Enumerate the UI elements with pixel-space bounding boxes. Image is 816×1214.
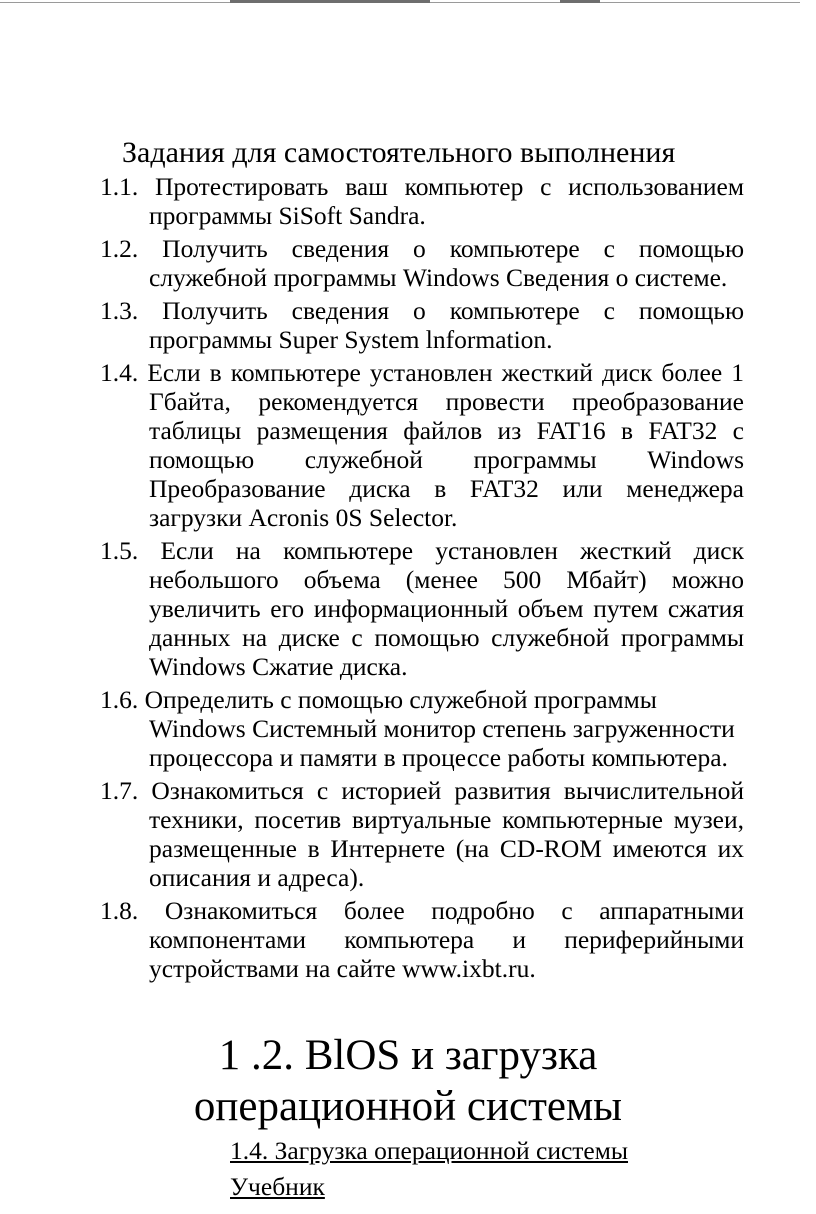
task-number: 1.6. <box>100 685 139 714</box>
chapter-title-line2: операционной системы <box>193 1083 623 1130</box>
task-item <box>100 358 744 532</box>
task-item <box>100 685 744 772</box>
task-item <box>100 536 744 681</box>
task-text: Ознакомиться с историей развития вычислительной техники, посетив виртуальные компьютерные музеи, размещенные в Интернете (на CD-ROM имеются их описания и адреса). <box>149 776 744 892</box>
task-list <box>100 172 744 987</box>
task-text: Получить сведения о компьютере с помощью служебной программы Windows Сведения о системе. <box>149 234 745 292</box>
task-number: 1.4. <box>100 358 139 387</box>
top-rule-segment <box>230 0 430 3</box>
task-item <box>100 776 744 892</box>
task-text: Ознакомиться более подробно с аппаратными компонентами компьютера и периферийными устройствами на сайте www.ixbt.ru. <box>149 896 744 983</box>
subsection-link[interactable]: 1.4. Загрузка операционной системы <box>230 1136 629 1165</box>
chapter-title <box>0 1030 816 1132</box>
task-number: 1.2. <box>100 234 139 263</box>
task-number: 1.7. <box>100 776 139 805</box>
chapter-title-line1: 1 .2. BlOS и загрузка <box>218 1032 598 1079</box>
textbook-link[interactable]: Учебник <box>230 1172 325 1201</box>
task-number: 1.8. <box>100 896 139 925</box>
task-item <box>100 296 744 354</box>
task-text: Получить сведения о компьютере с помощью программы Super System lnformation. <box>149 296 745 354</box>
section-heading: Задания для самостоятельного выполнения <box>122 136 676 169</box>
task-number: 1.5. <box>100 536 139 565</box>
task-text: Если на компьютере установлен жесткий диск небольшого объема (менее 500 Мбайт) можно увеличить его информационный объем путем сжатия данных на диске с помощью служебной программы Windows Сжатие диска. <box>149 536 745 681</box>
task-number: 1.1. <box>100 172 139 201</box>
task-item <box>100 234 744 292</box>
task-number: 1.3. <box>100 296 139 325</box>
task-item <box>100 896 744 983</box>
task-item <box>100 172 744 230</box>
task-text: Если в компьютере установлен жесткий диск более 1 Гбайта, рекомендуется провести преобразование таблицы размещения файлов из FAT16 в FAT32 с помощью служебной программы Windows Преобразование диска в FAT32 или менеджера загрузки Acronis 0S Selector. <box>147 358 744 532</box>
task-text: Определить с помощью служебной программы Windows Системный монитор степень загруженности процессора и памяти в процессе работы компьютера. <box>144 685 735 772</box>
top-rule-segment <box>560 0 600 3</box>
task-text: Протестировать ваш компьютер с использованием программы SiSoft Sandra. <box>149 172 744 230</box>
